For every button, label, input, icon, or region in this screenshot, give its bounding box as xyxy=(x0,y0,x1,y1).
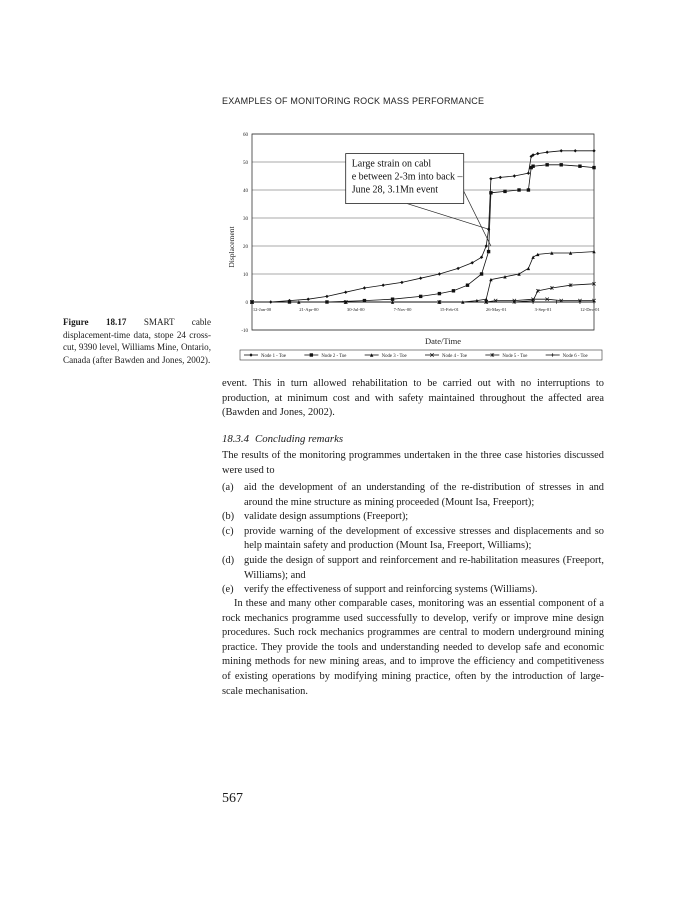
y-tick-label: 20 xyxy=(243,245,248,250)
data-point xyxy=(400,281,403,284)
list-item-mark: (c) xyxy=(222,525,234,537)
figure-caption-text: SMART cable displacement-time data, stope 24 cross-cut, 9390 level, Williams Mine, Ontario, Canada (after Bawden and Jones, 2002). xyxy=(63,317,211,366)
data-point xyxy=(325,295,328,298)
intro-text: The results of the monitoring programmes undertaken in the three case histories discussed were used to xyxy=(222,450,604,476)
list-item-mark: (d) xyxy=(222,554,235,566)
figure-caption xyxy=(63,316,211,367)
data-point xyxy=(489,191,492,194)
list-item-text: aid the development of an understanding of the re-distribution of stresses in and around the mine structure as mining proceeded (Mount Isa, Freeport); xyxy=(244,482,604,508)
y-tick-label: 40 xyxy=(243,189,248,194)
data-point xyxy=(438,292,441,295)
annotation-text: Large strain on cabl xyxy=(351,158,432,170)
annotation-leader xyxy=(464,191,491,246)
data-point xyxy=(363,286,366,289)
section-number: 18.3.4 xyxy=(222,433,249,445)
continuation-text: event. This in turn allowed rehabilitation to be carried out with no interruptions to production, at minimum cost and with safety maintained throughout the affected area (Bawden and Jones, 2002). xyxy=(222,378,604,419)
data-point xyxy=(503,190,506,193)
x-tick-label: 12-Dec-01 xyxy=(580,307,600,312)
data-point xyxy=(592,149,595,152)
section-title: Concluding remarks xyxy=(255,433,344,445)
series-line xyxy=(252,252,594,302)
data-point xyxy=(487,250,490,253)
list-item-mark: (a) xyxy=(222,482,234,493)
data-point xyxy=(531,165,534,168)
legend-label: Node 2 - Toe xyxy=(321,354,347,359)
list-item-text: provide warning of the development of excessive stresses and displacements and so help maintain safety and production (Mount Isa, Freeport, Williams); xyxy=(244,525,604,552)
displacement-time-chart xyxy=(222,122,604,366)
data-point xyxy=(307,298,310,301)
data-point xyxy=(517,188,520,191)
intro-paragraph xyxy=(222,449,604,478)
data-point xyxy=(344,291,347,294)
closing-text: In these and many other comparable cases, monitoring was an essential component of a rock mechanics programme used successfully to develop, verify or improve mine design procedures. Such rock mechanics programmes are central to modern underground mining practice. They provide the tools and understanding needed to develop safe and economic mining methods for new mining areas, and to improve the efficiency and competitiveness of existing operations by modifying mining practice, often by the introduction of large-scale mechanisation. xyxy=(222,598,604,697)
x-tick-label: 15-Feb-01 xyxy=(439,307,459,312)
data-point xyxy=(438,272,441,275)
x-tick-label: 26-May-01 xyxy=(485,307,507,312)
list-item-mark: (e) xyxy=(222,584,234,596)
figure-label: Figure 18.17 xyxy=(63,317,127,327)
data-point xyxy=(545,163,548,166)
data-point xyxy=(489,177,492,180)
x-tick-label: 7-Nov-00 xyxy=(393,307,412,312)
list-item xyxy=(222,481,604,510)
data-point xyxy=(310,353,313,356)
data-point xyxy=(592,166,595,169)
y-tick-label: -10 xyxy=(241,329,248,334)
list-item-text: guide the design of support and reinforcement and re-habilitation measures (Freeport, Williams); and xyxy=(244,554,604,581)
y-tick-label: 50 xyxy=(243,161,248,166)
legend-label: Node 3 - Toe xyxy=(381,354,407,359)
y-axis-label: Displacement xyxy=(227,226,236,268)
data-point xyxy=(531,256,534,259)
section-heading xyxy=(222,433,343,445)
list-item xyxy=(222,583,604,598)
y-tick-label: 60 xyxy=(243,133,248,138)
annotation-text: June 28, 3.1Mn event xyxy=(351,184,439,196)
data-point xyxy=(560,149,563,152)
data-point xyxy=(545,151,548,154)
data-point xyxy=(499,176,502,179)
list-item xyxy=(222,554,604,583)
closing-paragraph xyxy=(222,597,604,699)
data-point xyxy=(419,277,422,280)
page-number: 567 xyxy=(222,791,243,806)
y-tick-label: 0 xyxy=(245,301,248,306)
x-tick-label: 12-Jan-00 xyxy=(252,307,272,312)
data-point xyxy=(470,261,473,264)
x-tick-label: 3-Sep-01 xyxy=(534,307,552,312)
data-point xyxy=(555,300,558,303)
list-item-text: validate design assumptions (Freeport); xyxy=(244,511,409,523)
data-point xyxy=(527,188,530,191)
legend-label: Node 6 - Toe xyxy=(562,354,588,359)
data-point xyxy=(466,284,469,287)
annotation-text: e between 2-3m into back – xyxy=(351,171,463,183)
x-tick-label: 21-Apr-00 xyxy=(299,307,319,312)
y-tick-label: 30 xyxy=(243,217,248,222)
legend-label: Node 1 - Toe xyxy=(261,354,287,359)
data-point xyxy=(560,163,563,166)
list-item xyxy=(222,525,604,554)
data-point xyxy=(513,174,516,177)
data-point xyxy=(574,149,577,152)
data-point xyxy=(480,272,483,275)
running-head: EXAMPLES OF MONITORING ROCK MASS PERFORMANCE xyxy=(222,96,485,106)
legend-label: Node 5 - Toe xyxy=(502,354,528,359)
data-point xyxy=(578,165,581,168)
data-point xyxy=(527,267,530,270)
data-point xyxy=(527,172,530,175)
data-point xyxy=(485,244,488,247)
data-point xyxy=(456,267,459,270)
legend-label: Node 4 - Toe xyxy=(442,354,468,359)
data-point xyxy=(452,289,455,292)
x-tick-label: 30-Jul-00 xyxy=(346,307,365,312)
results-list xyxy=(222,481,604,598)
x-axis-label: Date/Time xyxy=(424,336,462,346)
data-point xyxy=(381,284,384,287)
y-tick-label: 10 xyxy=(243,273,248,278)
list-item xyxy=(222,510,604,525)
data-point xyxy=(536,152,539,155)
data-point xyxy=(419,295,422,298)
list-item-text: verify the effectiveness of support and reinforcing systems (Williams). xyxy=(244,584,538,596)
continuation-paragraph xyxy=(222,377,604,421)
list-item-mark: (b) xyxy=(222,511,235,523)
